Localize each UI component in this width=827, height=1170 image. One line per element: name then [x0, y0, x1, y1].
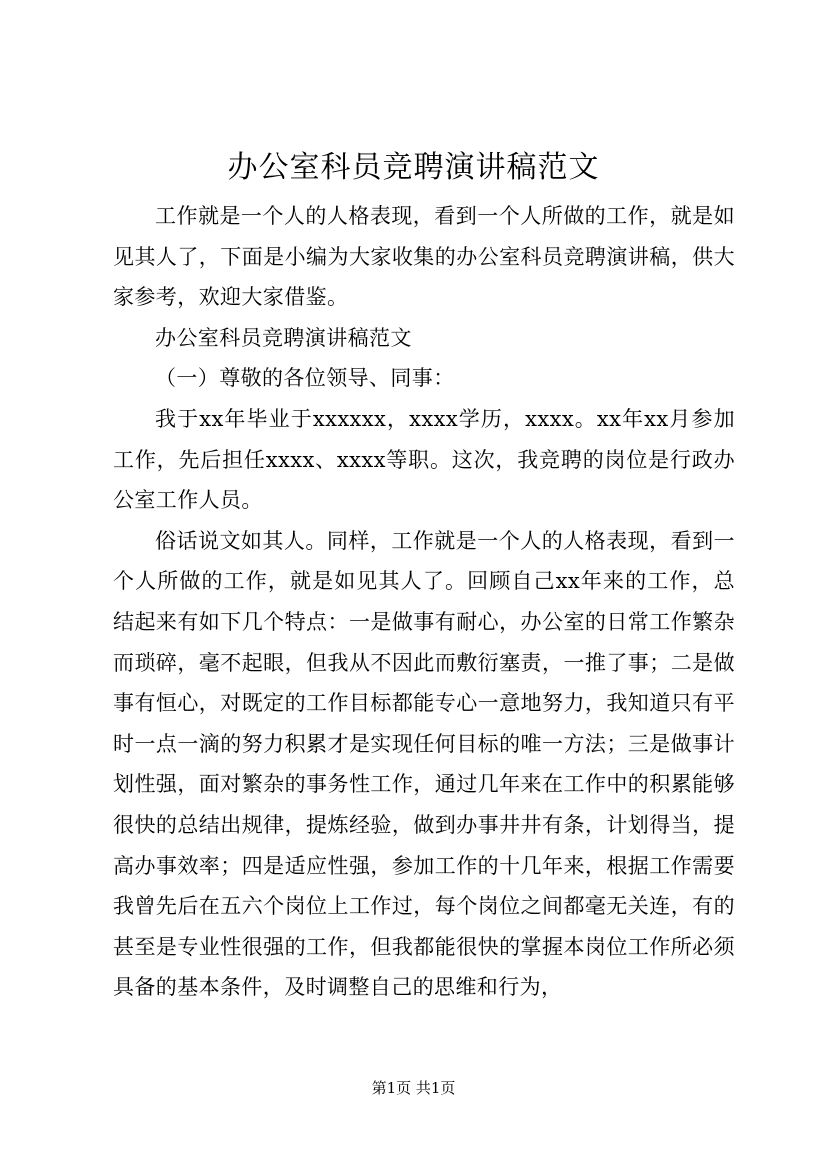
- paragraph-salutation: （一）尊敬的各位领导、同事：: [155, 366, 455, 391]
- page-footer: 第1页 共1页: [371, 1079, 456, 1097]
- paragraph-characteristics: 俗话说文如其人。同样，工作就是一个人的人格表现，看到一个人所做的工作，就是如见其人了。回顾自己xx年来的工作，总结起来有如下几个特点：一是做事有耐心，办公室的日常工作繁杂而琐碎，毫不起眼，但我从不因此而敷衍塞责，一推了事；二是做事有恒心，对既定的工作目标都能专心一意地努力，我知道只有平时一点一滴的努力积累才是实现任何目标的唯一方法；三是做事计划性强，面对繁杂的事务性工作，通过几年来在工作中的积累能够很快的总结出规律，提炼经验，做到办事井井有条，计划得当，提高办事效率；四是适应性强，参加工作的十几年来，根据工作需要我曾先后在五六个岗位上工作过，每个岗位之间都毫无关连，有的甚至是专业性很强的工作，但我都能很快的掌握本岗位工作所必须具备的基本条件，及时调整自己的思维和行为，: [113, 528, 735, 1000]
- paragraph-intro: 工作就是一个人的人格表现，看到一个人所做的工作，就是如见其人了，下面是小编为大家收集的办公室科员竞聘演讲稿，供大家参考，欢迎大家借鉴。: [113, 204, 735, 310]
- document-body: [113, 196, 735, 1008]
- paragraph-subtitle: 办公室科员竞聘演讲稿范文: [155, 325, 412, 350]
- document-title: 办公室科员竞聘演讲稿范文: [227, 150, 600, 185]
- paragraph-background: 我于xx年毕业于xxxxxx，xxxx学历，xxxx。xx年xx月参加工作，先后担任xxxx、xxxx等职。这次，我竞聘的岗位是行政办公室工作人员。: [113, 406, 735, 513]
